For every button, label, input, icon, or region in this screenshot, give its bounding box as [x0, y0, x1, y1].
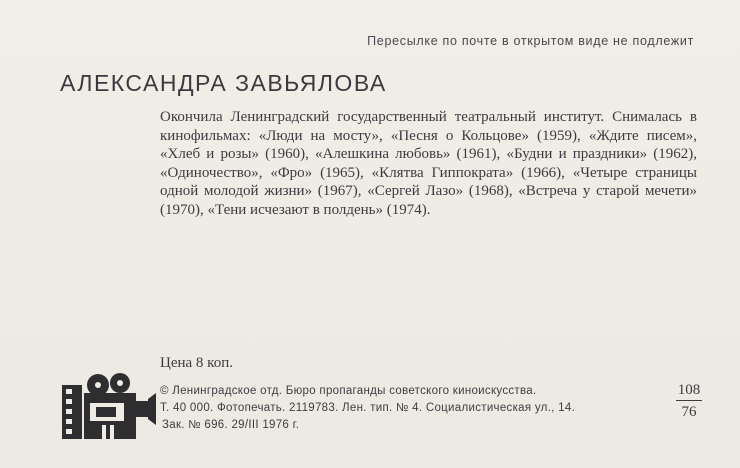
- catalog-code: [676, 381, 702, 421]
- biography-text: Окончила Ленинградский государственный театральный институт. Снималась в кинофильмах: «Люди на мосту», «Песня о Кольцове» (1959), «Ждите писем», «Хлеб и розы» (1960), «Алешкина любовь» (1961), «Будни и праздники» (1962), «Одиночество», «Фро» (1965), «Клятва Гиппократа» (1966), «Четыре страницы одной молодой жизни» (1967), «Сергей Лазо» (1968), «Встреча у старой мечети» (1970), «Тени исчезают в полдень» (1974).: [160, 109, 697, 218]
- imprint-line-print-run: Т. 40 000. Фотопечать. 2119783. Лен. тип. № 4. Социалистическая ул., 14.: [160, 402, 576, 414]
- catalog-code-denominator: 76: [681, 404, 697, 420]
- mailing-notice: Пересылке по почте в открытом виде не подлежит: [367, 34, 694, 48]
- imprint-block: [160, 383, 575, 434]
- price-label: Цена 8 коп.: [160, 355, 233, 371]
- actress-name: АЛЕКСАНДРА ЗАВЬЯЛОВА: [60, 70, 387, 96]
- imprint-line-order: Зак. № 696. 29/III 1976 г.: [162, 419, 300, 431]
- imprint-line-publisher: © Ленинградское отд. Бюро пропаганды советского киноискусства.: [160, 385, 537, 397]
- film-camera-logo-icon: [62, 373, 156, 441]
- catalog-code-divider: [676, 400, 702, 401]
- catalog-code-numerator: 108: [677, 382, 701, 398]
